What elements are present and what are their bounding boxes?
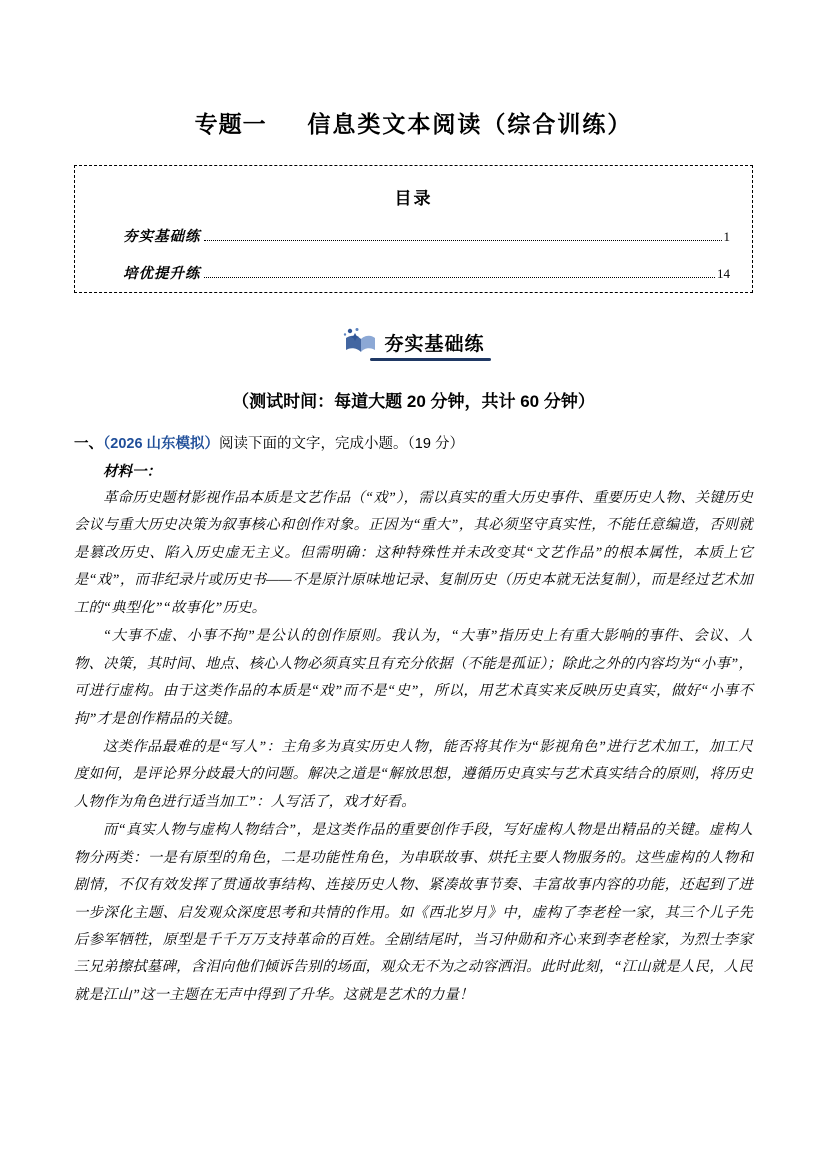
- question-number: 一、: [74, 436, 103, 452]
- toc-leader-dots: [204, 239, 722, 241]
- body-paragraph: 革命历史题材影视作品本质是文艺作品（“戏”），需以真实的重大历史事件、重要历史人物、关键历史会议与重大历史决策为叙事核心和创作对象。正因为“重大”，其必须坚守真实性，不能任意编造，否则就是篡改历史、陷入历史虚无主义。但需明确：这种特殊性并未改变其“文艺作品”的根本属性，本质上它是“戏”，而非纪录片或历史书——不是原汁原味地记录、复制历史（历史本就无法复制），而是经过艺术加工的“典型化”“故事化”历史。: [74, 490, 753, 616]
- toc-entry-page: 1: [723, 229, 730, 244]
- question-source: （2026 山东模拟）: [103, 436, 220, 452]
- toc-entry-label: 夯实基础练: [123, 229, 201, 245]
- question-header: [74, 432, 753, 453]
- page-title: [74, 106, 753, 139]
- banner-underline: [370, 358, 490, 361]
- body-paragraph: 而“真实人物与虚构人物结合”，是这类作品的重要创作手段，写好虚构人物是出精品的关键。虚构人物分两类：一是有原型的角色，二是功能性角色，为串联故事、烘托主要人物服务的。这些虚构的人物和剧情，不仅有效发挥了贯通故事结构、连接历史人物、紧凑故事节奏、丰富故事内容的功能，还起到了进一步深化主题、启发观众深度思考和共情的作用。如《西北岁月》中，虚构了李老栓一家，其三个儿子先后参军牺牲，原型是千千万万支持革命的百姓。全剧结尾时，当习仲勋和齐心来到李老栓家，为烈士李家三兄弟擦拭墓碑，含泪向他们倾诉告别的场面，观众无不为之动容洒泪。此时此刻，“江山就是人民，人民就是江山”这一主题在无声中得到了升华。这就是艺术的力量！: [74, 822, 753, 1003]
- material-label: 材料一：: [103, 464, 161, 480]
- table-of-contents: [74, 165, 753, 293]
- toc-entry-label: 培优提升练: [123, 266, 201, 282]
- title-main: 信息类文本阅读（综合训练）: [307, 111, 633, 137]
- body-paragraph: “大事不虚、小事不拘”是公认的创作原则。我认为，“大事”指历史上有重大影响的事件、会议、人物、决策，其时间、地点、核心人物必须真实且有充分依据（不能是孤证）；除此之外的内容均为“小事”，可进行虚构。由于这类作品的本质是“戏”而不是“史”，所以，用艺术真实来反映历史真实，做好“小事不拘”才是创作精品的关键。: [74, 628, 753, 727]
- section-banner-label: 夯实基础练: [384, 333, 485, 355]
- toc-leader-dots: [204, 276, 716, 278]
- body-paragraph: 这类作品最难的是“写人”：主角多为真实历史人物，能否将其作为“影视角色”进行艺术加工，加工尺度如何，是评论界分歧最大的问题。解决之道是“解放思想，遵循历史真实与艺术真实结合的原则，将历史人物作为角色进行适当加工”：人写活了，戏才好看。: [74, 738, 753, 810]
- toc-heading: 目录: [394, 189, 433, 208]
- sparkle-book-icon: [342, 327, 376, 357]
- test-time-note: （测试时间：每道大题 20 分钟，共计 60 分钟）: [232, 392, 595, 411]
- question-prompt: 阅读下面的文字，完成小题。（19 分）: [219, 436, 464, 452]
- toc-entry[interactable]: [123, 225, 730, 246]
- section-banner: [74, 327, 753, 371]
- toc-entry[interactable]: [123, 262, 730, 283]
- title-prefix: 专题一: [194, 111, 267, 137]
- toc-entry-page: 14: [717, 266, 730, 281]
